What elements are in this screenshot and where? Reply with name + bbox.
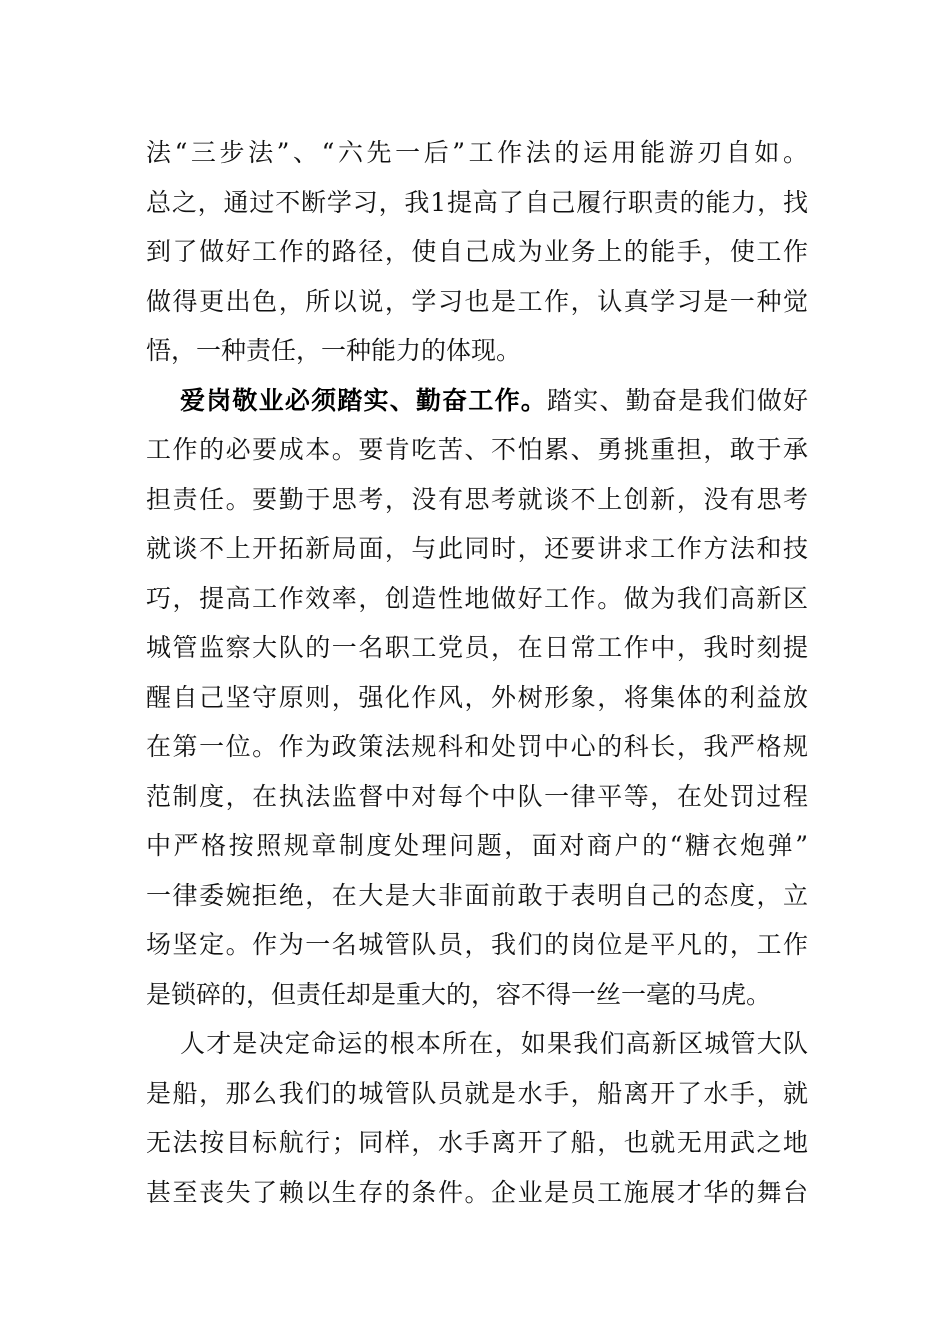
text-line [146, 574, 808, 624]
body-text [146, 128, 808, 1217]
line-text: 踏实、勤奋是我们做好 [547, 385, 808, 415]
text-line [146, 425, 808, 475]
paragraph-heading: 爱岗敬业必须踏实、勤奋工作。 [180, 385, 548, 415]
text-line [146, 1168, 808, 1218]
text-line [146, 1069, 808, 1119]
paragraph-heading-line [146, 376, 808, 426]
line-text: 一律委婉拒绝，在大是大非面前敢于表明自己的态度，立 [146, 880, 808, 910]
text-line [146, 623, 808, 673]
text-line [146, 178, 808, 228]
line-text: 悟，一种责任，一种能力的体现。 [146, 336, 522, 365]
line-text: 担责任。要勤于思考，没有思考就谈不上创新，没有思考 [146, 484, 808, 514]
line-text: 人才是决定命运的根本所在，如果我们高新区城管大队 [180, 1029, 808, 1058]
line-text: 范制度，在执法监督中对每个中队一律平等，在处罚过程 [146, 781, 808, 811]
text-line [146, 524, 808, 574]
text-line [146, 277, 808, 327]
line-text: 就谈不上开拓新局面，与此同时，还要讲求工作方法和技 [146, 534, 808, 563]
text-line [146, 772, 808, 822]
text-line [146, 722, 808, 772]
line-text: 在第一位。作为政策法规科和处罚中心的科长，我严格规 [146, 732, 808, 761]
line-text: 无法按目标航行；同样，水手离开了船，也就无用武之地 [146, 1128, 808, 1157]
text-line [146, 1019, 808, 1069]
line-text: 场坚定。作为一名城管队员，我们的岗位是平凡的，工作 [146, 930, 808, 959]
line-text: 城管监察大队的一名职工党员，在日常工作中，我时刻提 [146, 633, 808, 662]
line-text: 工作的必要成本。要肯吃苦、不怕累、勇挑重担，敢于承 [146, 435, 808, 464]
line-text: 做得更出色，所以说，学习也是工作，认真学习是一种觉 [146, 286, 808, 316]
line-text: 法“三步法”、“六先一后”工作法的运用能游刃自如。 [146, 138, 808, 167]
text-line [146, 871, 808, 921]
line-text: 中严格按照规章制度处理问题，面对商户的“糖衣炮弹” [146, 831, 808, 860]
text-line [146, 970, 808, 1020]
line-text: 是船，那么我们的城管队员就是水手，船离开了水手，就 [146, 1078, 808, 1108]
text-line [146, 673, 808, 723]
text-line [146, 326, 808, 376]
text-line [146, 128, 808, 178]
text-line [146, 475, 808, 525]
text-line [146, 227, 808, 277]
line-text: 到了做好工作的路径，使自己成为业务上的能手，使工作 [146, 237, 808, 266]
text-line [146, 920, 808, 970]
line-text: 甚至丧失了赖以生存的条件。企业是员工施展才华的舞台 [146, 1177, 808, 1207]
text-line [146, 1118, 808, 1168]
line-text: 巧，提高工作效率，创造性地做好工作。做为我们高新区 [146, 583, 808, 613]
line-text: 总之，通过不断学习，我1提高了自己履行职责的能力，找 [146, 187, 808, 217]
line-text: 是锁碎的，但责任却是重大的，容不得一丝一毫的马虎。 [146, 979, 772, 1009]
text-line [146, 821, 808, 871]
line-text: 醒自己坚守原则，强化作风，外树形象，将集体的利益放 [146, 682, 808, 712]
